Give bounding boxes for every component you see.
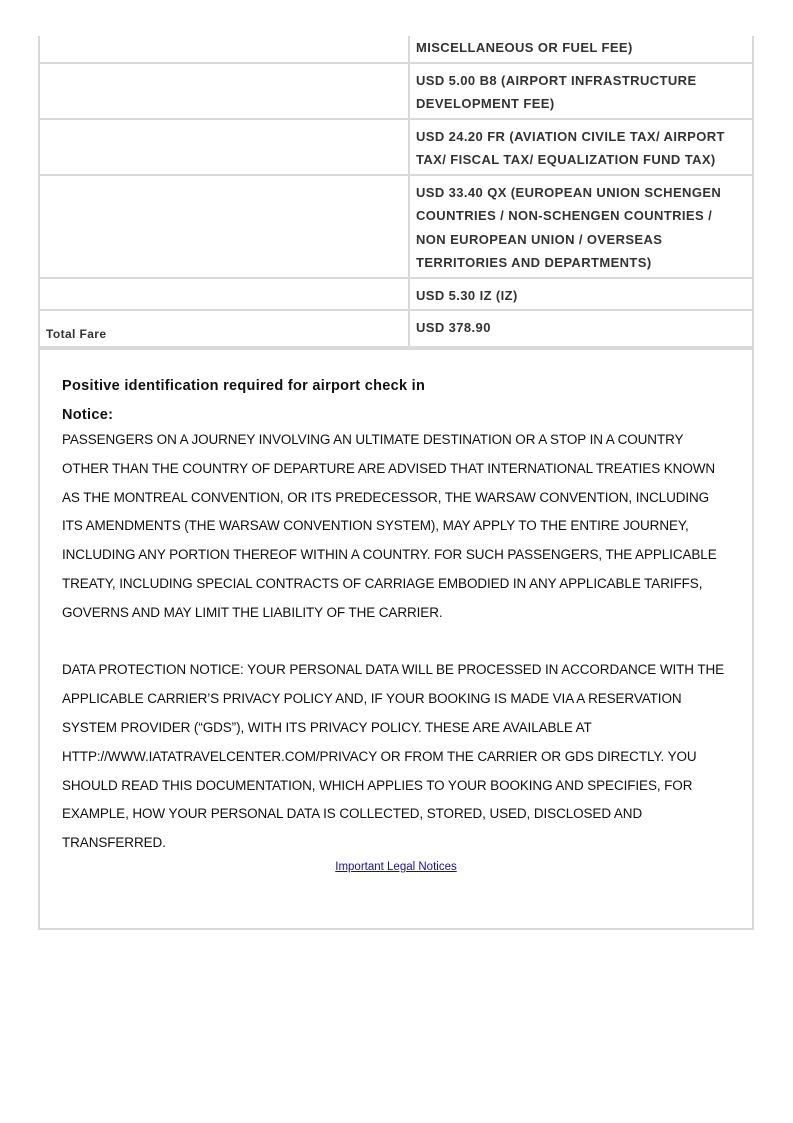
- data-protection-notice-text: DATA PROTECTION NOTICE: YOUR PERSONAL DATA WILL BE PROCESSED IN ACCORDANCE WITH THE APPLICABLE CARRIER’S PRIVACY POLICY AND, IF YOUR BOOKING IS MADE VIA A RESERVATION SYSTEM PROVIDER (“GDS”), WITH ITS PRIVACY POLICY. THESE ARE AVAILABLE AT HTTP://WWW.IATATRAVELCENTER.COM/PRIVACY OR FROM THE CARRIER OR GDS DIRECTLY. YOU SHOULD READ THIS DOCUMENTATION, WHICH APPLIES TO YOUR BOOKING AND SPECIFIES, FOR EXAMPLE, HOW YOUR PERSONAL DATA IS COLLECTED, STORED, USED, DISCLOSED AND TRANSFERRED.: [62, 662, 725, 851]
- fare-value-cell: USD 5.00 B8 (AIRPORT INFRASTRUCTURE DEVELOPMENT FEE): [409, 63, 753, 119]
- fare-label-cell: [39, 63, 409, 119]
- legal-notice-box: [38, 348, 754, 930]
- id-requirement-text: Positive identification required for airport check in: [62, 378, 426, 394]
- fare-label-cell: [39, 119, 409, 175]
- fare-value-cell: USD 24.20 FR (AVIATION CIVILE TAX/ AIRPORT TAX/ FISCAL TAX/ EQUALIZATION FUND TAX): [409, 119, 753, 175]
- table-row: [39, 175, 753, 278]
- table-row: [39, 63, 753, 119]
- notice-heading: Notice:: [62, 407, 114, 423]
- paragraph-spacer: [62, 628, 730, 657]
- fare-value-cell: USD 33.40 QX (EUROPEAN UNION SCHENGEN COUNTRIES / NON-SCHENGEN COUNTRIES / NON EUROPEAN UNION / OVERSEAS TERRITORIES AND DEPARTMENTS): [409, 175, 753, 278]
- fare-label-cell: [39, 278, 409, 311]
- fare-label-cell: [39, 36, 409, 63]
- total-fare-row: [39, 310, 753, 347]
- table-row: [39, 119, 753, 175]
- important-legal-notices-link[interactable]: Important Legal Notices: [335, 860, 457, 873]
- table-row: [39, 278, 753, 311]
- table-row: [39, 36, 753, 63]
- total-fare-label: Total Fare: [39, 310, 409, 347]
- convention-notice-text: PASSENGERS ON A JOURNEY INVOLVING AN ULTIMATE DESTINATION OR A STOP IN A COUNTRY OTHER THAN THE COUNTRY OF DEPARTURE ARE ADVISED THAT INTERNATIONAL TREATIES KNOWN AS THE MONTREAL CONVENTION, OR ITS PREDECESSOR, THE WARSAW CONVENTION, INCLUDING ITS AMENDMENTS (THE WARSAW CONVENTION SYSTEM), MAY APPLY TO THE ENTIRE JOURNEY, INCLUDING ANY PORTION THEREOF WITHIN A COUNTRY. FOR SUCH PASSENGERS, THE APPLICABLE TREATY, INCLUDING SPECIAL CONTRACTS OF CARRIAGE EMBODIED IN ANY APPLICABLE TARIFFS, GOVERNS AND MAY LIMIT THE LIABILITY OF THE CARRIER.: [62, 432, 717, 620]
- fare-value-cell: USD 5.30 IZ (IZ): [409, 278, 753, 311]
- fare-label-cell: [39, 175, 409, 278]
- total-fare-value: USD 378.90: [409, 310, 753, 347]
- legal-notice-content: [40, 350, 752, 873]
- fare-value-cell: MISCELLANEOUS OR FUEL FEE): [409, 36, 753, 63]
- fare-breakdown-table: [38, 36, 754, 348]
